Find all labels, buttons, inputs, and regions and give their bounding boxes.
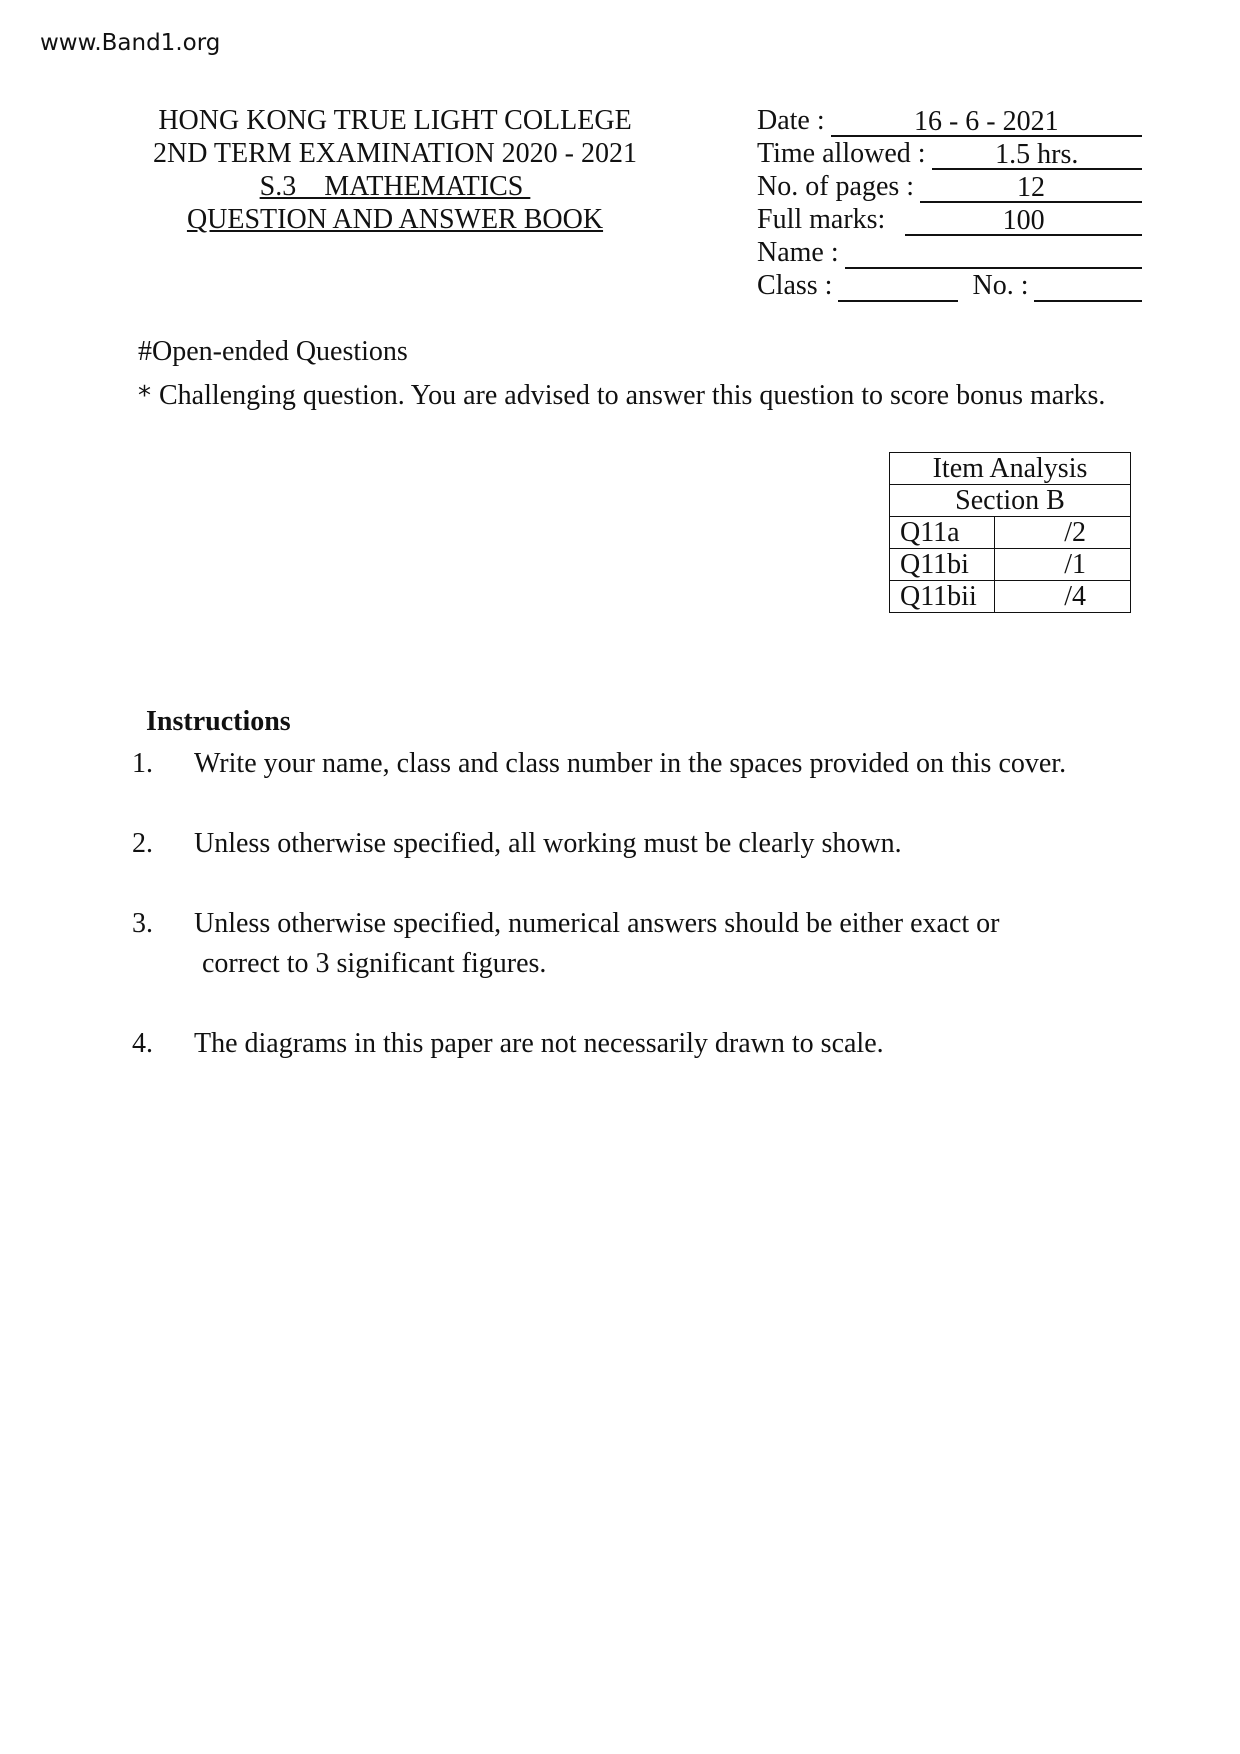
asterisk-icon: * (138, 381, 151, 411)
item-text: Unless otherwise specified, numerical answers should be either exact or (194, 908, 1000, 939)
name-label: Name : (757, 237, 839, 268)
class-row (757, 269, 1142, 302)
item-text: The diagrams in this paper are not necessarily drawn to scale. (194, 1028, 884, 1059)
item-number: 3. (132, 908, 153, 939)
class-blank[interactable] (838, 272, 958, 302)
table-row (890, 517, 1131, 549)
website-watermark: www.Band1.org (40, 30, 221, 56)
marks-label: Full marks: (757, 204, 886, 235)
challenge-text: Challenging question. You are advised to answer this question to score bonus marks. (159, 380, 1106, 411)
table-row (890, 581, 1131, 613)
item-analysis-table (889, 452, 1131, 613)
list-item (132, 744, 1122, 784)
book-title: QUESTION AND ANSWER BOOK (186, 204, 604, 235)
item-number: 1. (132, 748, 153, 779)
item-text-continued: correct to 3 significant figures. (202, 948, 547, 979)
school-name: HONG KONG TRUE LIGHT COLLEGE (158, 105, 632, 136)
class-label: Class : (757, 270, 833, 301)
list-item (132, 1024, 1122, 1064)
item-text: Unless otherwise specified, all working must be clearly shown. (194, 828, 902, 859)
class-number-blank[interactable] (1034, 272, 1142, 302)
item-number: 4. (132, 1028, 153, 1059)
item-number: 2. (132, 828, 153, 859)
name-blank[interactable] (845, 239, 1142, 269)
date-label: Date : (757, 105, 825, 136)
question-id: Q11a (890, 517, 995, 549)
question-marks: /4 (995, 581, 1131, 613)
marks-value: 100 (905, 206, 1142, 236)
table-row (890, 549, 1131, 581)
list-item (132, 904, 1122, 984)
date-value: 16 - 6 - 2021 (831, 107, 1142, 137)
time-row (757, 137, 1142, 170)
pages-row (757, 170, 1142, 203)
class-number-label: No. : (972, 270, 1029, 301)
date-row (757, 104, 1142, 137)
subject-title: S.3 MATHEMATICS (259, 171, 531, 202)
item-analysis-title: Item Analysis (890, 453, 1131, 485)
question-marks: /2 (995, 517, 1131, 549)
instructions-title: Instructions (146, 706, 291, 737)
open-ended-note: #Open-ended Questions (138, 336, 408, 367)
item-analysis-section: Section B (890, 485, 1131, 517)
exam-info-block (757, 104, 1142, 302)
question-marks: /1 (995, 549, 1131, 581)
time-value: 1.5 hrs. (932, 140, 1142, 170)
time-label: Time allowed : (757, 138, 926, 169)
pages-label: No. of pages : (757, 171, 915, 202)
question-id: Q11bii (890, 581, 995, 613)
pages-value: 12 (920, 173, 1142, 203)
exam-title: 2ND TERM EXAMINATION 2020 - 2021 (152, 138, 637, 169)
exam-header (130, 104, 660, 236)
challenge-note (138, 376, 1123, 416)
instructions-list (132, 744, 1122, 1104)
question-id: Q11bi (890, 549, 995, 581)
name-row (757, 236, 1142, 269)
list-item (132, 824, 1122, 864)
item-text: Write your name, class and class number in the spaces provided on this cover. (194, 748, 1067, 779)
marks-row (757, 203, 1142, 236)
